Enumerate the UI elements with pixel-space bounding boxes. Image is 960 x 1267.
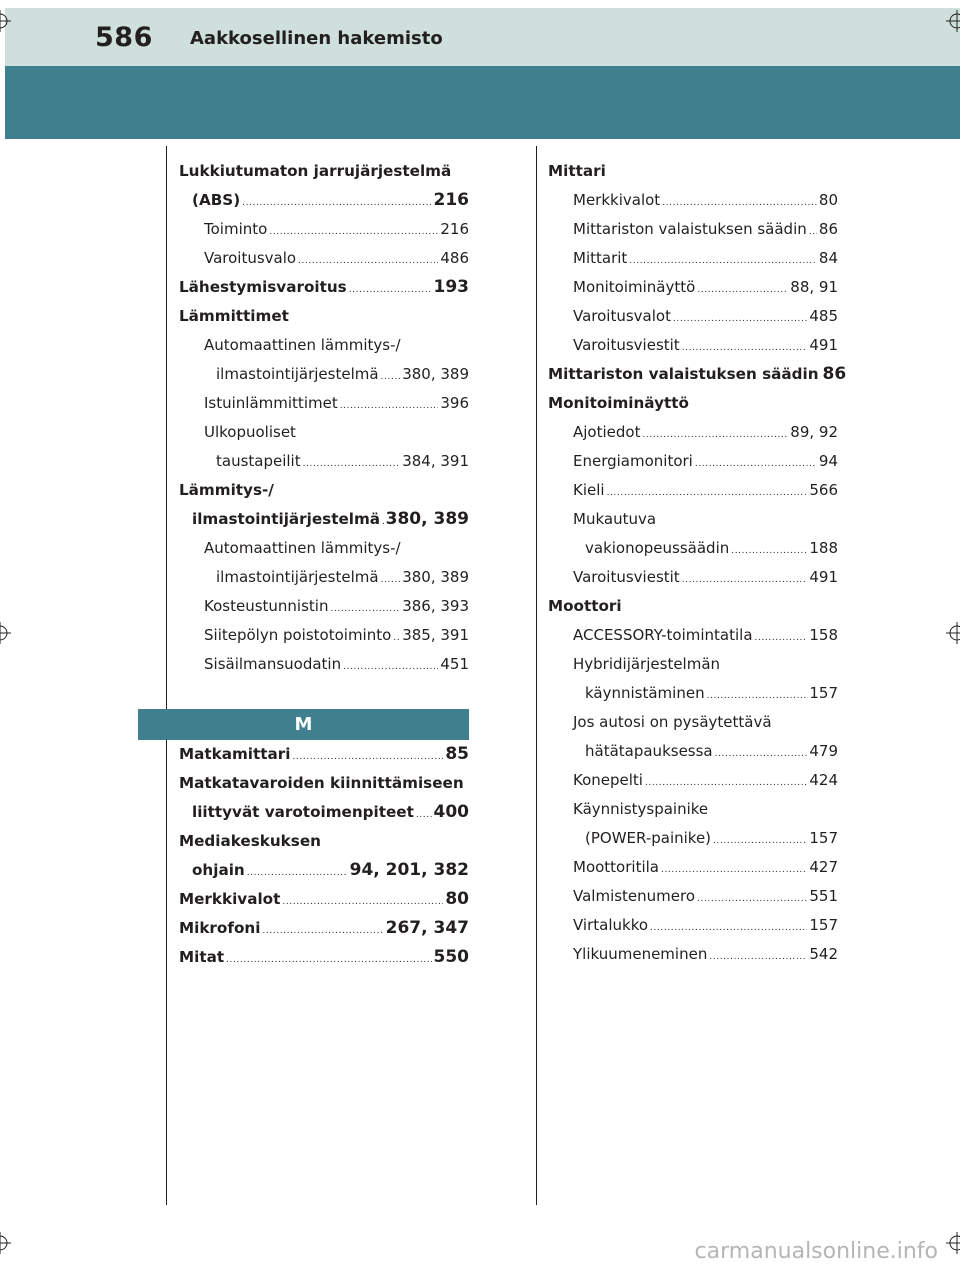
crop-mark-icon [946, 622, 960, 644]
dot-leader [416, 801, 432, 830]
index-entry [179, 798, 469, 827]
dot-leader [629, 247, 817, 276]
index-entry [179, 592, 469, 621]
index-entry [179, 215, 469, 244]
column-divider-right [536, 146, 537, 1205]
index-entry [548, 766, 838, 795]
crop-mark-icon [946, 1232, 960, 1254]
crop-mark-icon [0, 622, 11, 644]
page-reference: 566 [809, 481, 838, 499]
page-reference: 424 [809, 771, 838, 789]
index-entry [179, 476, 469, 505]
dot-leader [381, 363, 401, 392]
index-entry [548, 708, 838, 737]
index-term: Moottori [548, 597, 622, 615]
index-term: taustapeilit [216, 452, 301, 470]
page-number: 586 [95, 22, 153, 53]
index-entry [179, 157, 469, 186]
index-entry [548, 157, 838, 186]
index-term: Matkatavaroiden kiinnittämiseen [179, 774, 464, 792]
index-entry [179, 769, 469, 798]
page-reference: 216 [440, 220, 469, 238]
index-entry [548, 389, 838, 418]
dot-leader [661, 856, 807, 885]
page-reference: 451 [440, 655, 469, 673]
dot-leader [673, 305, 807, 334]
page-reference: 550 [433, 947, 469, 967]
index-entry [548, 505, 838, 534]
dot-leader [682, 334, 808, 363]
page-reference: 485 [809, 307, 838, 325]
page-reference: 84 [818, 249, 838, 267]
index-entry [179, 827, 469, 856]
dot-leader [226, 946, 431, 975]
index-term: Konepelti [573, 771, 643, 789]
index-term: Varoitusvalot [573, 307, 671, 325]
index-entry [548, 882, 838, 911]
index-term: liittyvät varotoimenpiteet [192, 803, 414, 821]
dot-leader [393, 624, 400, 653]
dot-leader [269, 218, 438, 247]
dot-leader [697, 885, 807, 914]
dot-leader [809, 218, 817, 247]
page-reference: 400 [433, 802, 469, 822]
index-entry [548, 592, 838, 621]
dot-leader [330, 595, 400, 624]
index-list-right [548, 157, 847, 969]
dot-leader [262, 917, 383, 946]
page-reference: 551 [809, 887, 838, 905]
index-entry [179, 505, 469, 534]
crop-mark-icon [0, 1232, 11, 1254]
dot-leader [715, 740, 808, 769]
watermark: carmanualsonline.info [694, 1239, 938, 1264]
column-divider-left [166, 146, 167, 1205]
page-reference: 158 [809, 626, 838, 644]
index-entry [548, 418, 838, 447]
index-term: Monitoiminäyttö [573, 278, 696, 296]
dot-leader [343, 653, 438, 682]
index-term: Toiminto [204, 220, 268, 238]
index-term: Istuinlämmittimet [204, 394, 338, 412]
page-reference: 157 [809, 684, 838, 702]
page-reference: 479 [809, 742, 838, 760]
index-term: Lähestymisvaroitus [179, 278, 347, 296]
dot-leader [662, 189, 817, 218]
index-entry [179, 885, 469, 914]
index-entry [548, 186, 838, 215]
index-entry [548, 911, 838, 940]
dot-leader [282, 888, 443, 917]
dot-leader [697, 276, 788, 305]
index-entry [179, 244, 469, 273]
index-term: ilmastointijärjestelmä [192, 510, 381, 528]
dot-leader [242, 189, 431, 218]
page-reference: 486 [440, 249, 469, 267]
index-list-left-bottom [179, 740, 469, 972]
page-reference: 157 [809, 916, 838, 934]
index-entry [548, 679, 838, 708]
index-term: Kieli [573, 481, 605, 499]
page-reference: 380, 389 [385, 509, 469, 529]
page-reference: 86 [818, 220, 838, 238]
index-term: Matkamittari [179, 745, 291, 763]
index-entry [179, 273, 469, 302]
index-term: hätätapauksessa [585, 742, 713, 760]
index-term: vakionopeussäädin [585, 539, 730, 557]
index-entry [179, 447, 469, 476]
index-term: Automaattinen lämmitys-/ [204, 336, 401, 354]
index-entry [548, 302, 838, 331]
index-entry [179, 389, 469, 418]
index-term: Lukkiutumaton jarrujärjestelmä [179, 162, 452, 180]
dot-leader [642, 421, 788, 450]
index-term: Jos autosi on pysäytettävä [573, 713, 772, 731]
index-term: Energiamonitori [573, 452, 693, 470]
index-term: Mittariston valaistuksen säädin [548, 365, 819, 383]
index-entry [548, 331, 838, 360]
index-entry [179, 563, 469, 592]
index-term: (POWER-painike) [585, 829, 712, 847]
index-entry [179, 856, 469, 885]
page-reference: 86 [822, 364, 847, 384]
index-entry [548, 737, 838, 766]
index-term: Valmistenumero [573, 887, 696, 905]
index-entry [548, 824, 838, 853]
index-entry [548, 244, 838, 273]
page-reference: 85 [445, 744, 469, 764]
dot-leader [713, 827, 807, 856]
index-list-left-top [179, 157, 469, 679]
index-term: Hybridijärjestelmän [573, 655, 721, 673]
index-term: käynnistäminen [585, 684, 705, 702]
page-reference: 385, 391 [402, 626, 469, 644]
index-entry [548, 940, 838, 969]
index-term: Varoitusviestit [573, 568, 680, 586]
page-reference: 384, 391 [402, 452, 469, 470]
index-term: Merkkivalot [179, 890, 281, 908]
index-term: ilmastointijärjestelmä [216, 568, 379, 586]
index-term: Mitat [179, 948, 225, 966]
index-entry [179, 302, 469, 331]
dot-leader [695, 450, 817, 479]
page-reference: 88, 91 [790, 278, 838, 296]
index-term: ohjain [192, 861, 245, 879]
index-term: Siitepölyn poistotoiminto [204, 626, 392, 644]
index-term: Mikrofoni [179, 919, 261, 937]
index-term: Ajotiedot [573, 423, 641, 441]
page-reference: 94, 201, 382 [349, 860, 469, 880]
dot-leader [381, 566, 401, 595]
index-term: Lämmitys-/ [179, 481, 274, 499]
index-entry [548, 853, 838, 882]
dot-leader [340, 392, 439, 421]
page-reference: 193 [433, 277, 469, 297]
page-reference: 427 [809, 858, 838, 876]
index-term: Mittariston valaistuksen säädin [573, 220, 807, 238]
header-accent-band [5, 66, 960, 139]
page-reference: 188 [809, 539, 838, 557]
page-reference: 80 [445, 889, 469, 909]
page-reference: 94 [818, 452, 838, 470]
crop-mark-icon [0, 10, 11, 32]
index-entry [548, 215, 838, 244]
page-reference: 89, 92 [790, 423, 838, 441]
page-reference: 542 [809, 945, 838, 963]
dot-leader [607, 479, 808, 508]
index-entry [179, 534, 469, 563]
section-title: Aakkosellinen hakemisto [190, 28, 443, 49]
index-term: Varoitusviestit [573, 336, 680, 354]
page-reference: 491 [809, 568, 838, 586]
index-entry [548, 650, 838, 679]
dot-leader [707, 682, 808, 711]
page-reference: 396 [440, 394, 469, 412]
dot-leader [298, 247, 438, 276]
letter-heading: M [138, 709, 469, 740]
index-entry [179, 331, 469, 360]
index-entry [548, 534, 838, 563]
index-entry [548, 447, 838, 476]
dot-leader [292, 743, 443, 772]
page-reference: 157 [809, 829, 838, 847]
index-entry [548, 563, 838, 592]
index-entry [179, 418, 469, 447]
index-entry [548, 795, 838, 824]
index-term: Varoitusvalo [204, 249, 297, 267]
dot-leader [731, 537, 807, 566]
index-entry [179, 650, 469, 679]
index-term: Käynnistyspainike [573, 800, 709, 818]
index-entry [179, 621, 469, 650]
index-term: Ulkopuoliset [204, 423, 296, 441]
index-entry [179, 186, 469, 215]
index-entry [179, 943, 469, 972]
index-term: Moottoritila [573, 858, 659, 876]
dot-leader [682, 566, 808, 595]
page-reference: 216 [433, 190, 469, 210]
dot-leader [709, 943, 807, 972]
dot-leader [382, 508, 384, 537]
index-column-left [179, 157, 469, 972]
index-term: Mukautuva [573, 510, 657, 528]
index-term: Mittari [548, 162, 606, 180]
index-term: Lämmittimet [179, 307, 289, 325]
crop-mark-icon [946, 10, 960, 32]
page-reference: 380, 389 [402, 568, 469, 586]
index-term: Ylikuumeneminen [573, 945, 708, 963]
index-entry [179, 360, 469, 389]
index-term: Mediakeskuksen [179, 832, 321, 850]
index-term: Monitoiminäyttö [548, 394, 689, 412]
index-term: Merkkivalot [573, 191, 661, 209]
index-entry [548, 360, 847, 389]
index-term: Automaattinen lämmitys-/ [204, 539, 401, 557]
dot-leader [303, 450, 401, 479]
index-term: Kosteustunnistin [204, 597, 329, 615]
index-term: (ABS) [192, 191, 241, 209]
dot-leader [247, 859, 348, 888]
page-reference: 80 [818, 191, 838, 209]
index-term: Sisäilmansuodatin [204, 655, 342, 673]
index-term: ilmastointijärjestelmä [216, 365, 379, 383]
dot-leader [650, 914, 807, 943]
dot-leader [755, 624, 808, 653]
index-entry [548, 273, 838, 302]
page-reference: 386, 393 [402, 597, 469, 615]
index-term: ACCESSORY-toimintatila [573, 626, 753, 644]
page-reference: 267, 347 [385, 918, 469, 938]
index-column-right [548, 157, 847, 969]
index-entry [179, 740, 469, 769]
page-reference: 380, 389 [402, 365, 469, 383]
index-entry [548, 476, 838, 505]
page-reference: 491 [809, 336, 838, 354]
dot-leader [645, 769, 807, 798]
dot-leader [349, 276, 432, 305]
index-entry [548, 621, 838, 650]
index-term: Mittarit [573, 249, 628, 267]
index-term: Virtalukko [573, 916, 649, 934]
index-entry [179, 914, 469, 943]
